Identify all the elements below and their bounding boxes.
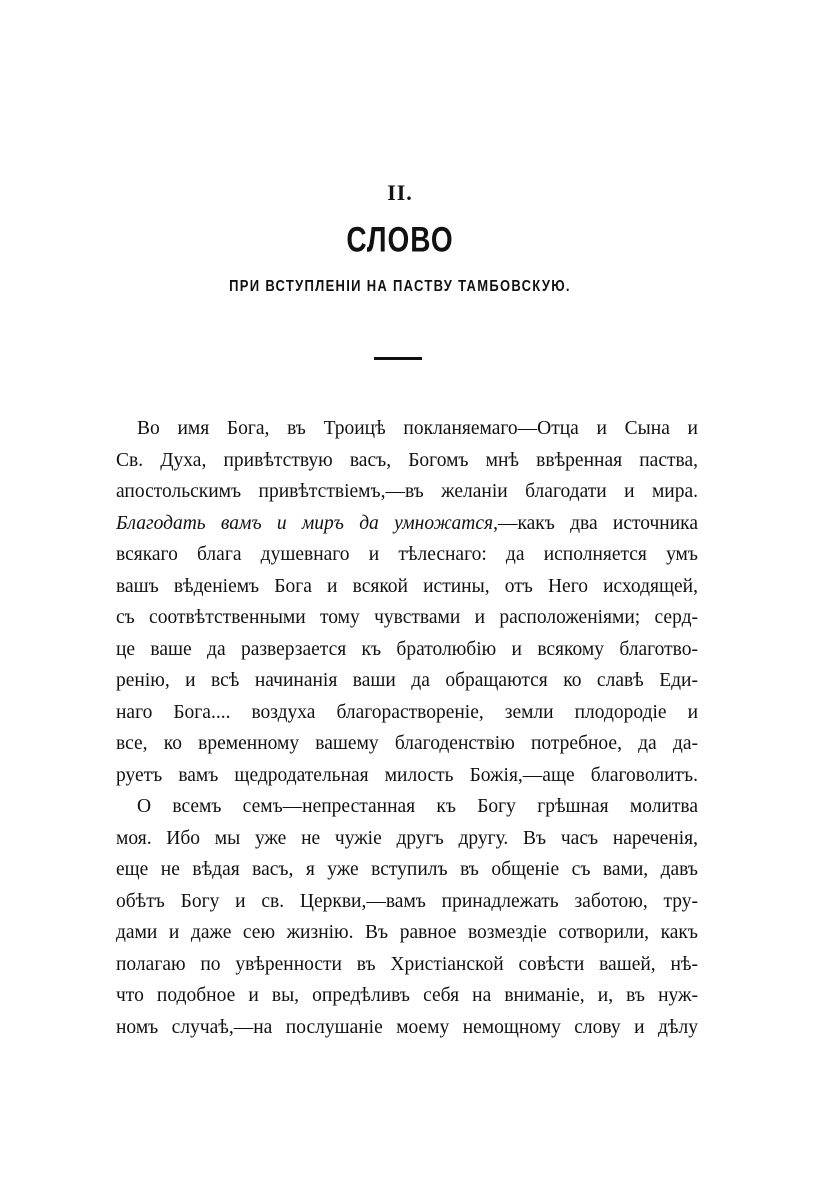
text-line: Св. Духа, привѣтствую васъ, Богомъ мнѣ ввѣренная паства,	[116, 449, 698, 471]
text-line: всякаго блага душевнаго и тѣлеснаго: да исполняется умъ	[116, 544, 698, 565]
text-line: О всемъ семъ—непрестанная къ Богу грѣшная молитва	[137, 796, 698, 817]
page-title: СЛОВО	[346, 220, 454, 259]
text-line: что подобное и вы, опредѣливъ себя на вниманіе, и, въ нуж-	[116, 985, 698, 1006]
text-line: все, ко временному вашему благоденствію потребное, да да-	[116, 733, 698, 754]
text-line: руетъ вамъ щедродательная милость Божія,—аще благоволитъ.	[116, 764, 698, 786]
text-line: апостольскимъ привѣтствіемъ,—въ желаніи благодати и мира.	[116, 481, 698, 502]
text-line: обѣтъ Богу и св. Церкви,—вамъ принадлежать заботою, тру-	[116, 890, 698, 912]
section-numeral: II.	[387, 180, 413, 205]
title-divider	[374, 357, 422, 360]
text-line: ренію, и всѣ начинанія ваши да обращаются ко славѣ Еди-	[116, 670, 698, 691]
text-line: полагаю по увѣренности въ Христіанской совѣсти вашей, нѣ-	[116, 953, 698, 975]
text-line: съ соотвѣтственными тому чувствами и расположеніями; серд-	[116, 607, 698, 628]
text-line: номъ случаѣ,—на послушаніе моему немощному слову и дѣлу	[116, 1016, 698, 1038]
text-line: моя. Ибо мы уже не чужіе другъ другу. Въ часъ нареченія,	[116, 827, 698, 849]
text-line: це ваше да разверзается къ братолюбію и всякому благотво-	[116, 638, 698, 660]
text-line: наго Бога.... воздуха благораствореніе, земли плодородіе и	[116, 701, 698, 723]
text-line: Во имя Бога, въ Троицѣ покланяемаго—Отца и Сына и	[137, 418, 698, 439]
italic-quote: Благодать вамъ и миръ да умножатся	[116, 512, 494, 534]
text-line: вашъ вѣденіемъ Бога и всякой истины, отъ Него исходящей,	[116, 575, 698, 597]
text-line-mixed: Благодать вамъ и миръ да умножатся,—какъ два источника	[116, 512, 698, 534]
body-text	[116, 413, 698, 1043]
text-line: дами и даже сею жизнію. Въ равное возмездіе сотворили, какъ	[116, 922, 698, 943]
text-line: еще не вѣдая васъ, я уже вступилъ въ общеніе съ вами, давъ	[116, 859, 698, 880]
page-subtitle: ПРИ ВСТУПЛЕНІИ НА ПАСТВУ ТАМБОВСКУЮ.	[229, 276, 571, 295]
